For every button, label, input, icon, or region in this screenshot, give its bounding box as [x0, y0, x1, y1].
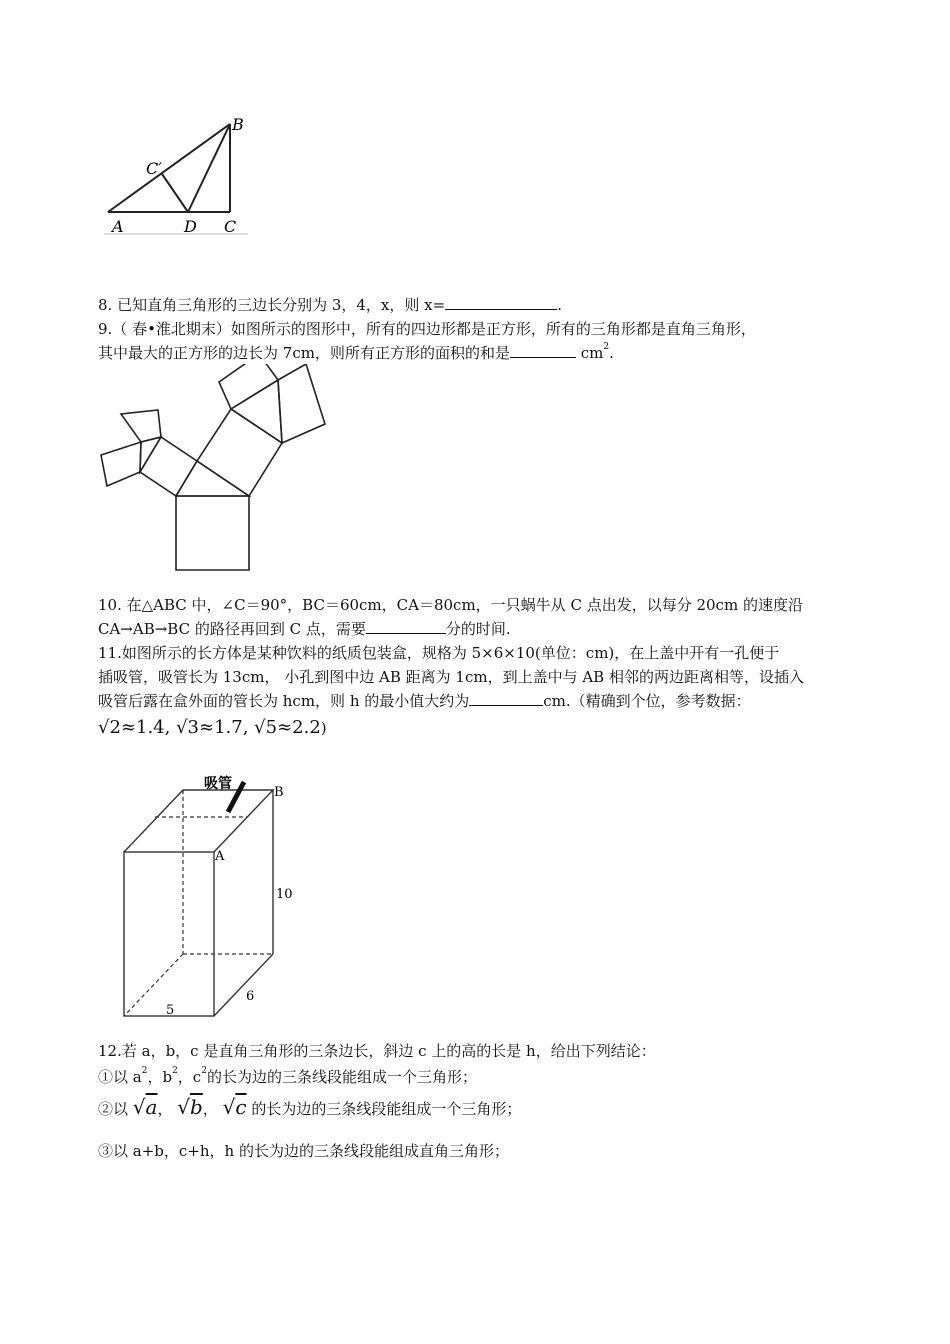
q8-text: 8. 已知直角三角形的三边长分别为 3，4，x，则 x=: [98, 296, 446, 314]
question-12-item3: ③以 a+b，c+h，h 的长为边的三条线段能组成直角三角形；: [98, 1142, 509, 1160]
reference-values: √2≈1.4, √3≈1.7, √5≈2.2: [98, 717, 321, 738]
label-D: D: [184, 217, 197, 236]
sqrt-c: √c: [222, 1095, 247, 1119]
q8-answer-blank[interactable]: [445, 294, 557, 310]
question-12-item1: ①以 $a^2$，$b^2$，$c^2$的长为边的三条线段能组成一个三角形；: [98, 1066, 477, 1086]
question-10-line1: 10. 在△ABC 中，∠C＝90°，BC＝60cm，CA＝80cm，一只蜗牛从 C 点出发，以每分 20cm 的速度沿: [98, 596, 803, 614]
dimension-depth: 6: [246, 989, 255, 1004]
triangle-fold-figure: [100, 110, 260, 240]
straw-label: 吸管: [204, 776, 232, 792]
sqrt-b: √b: [177, 1095, 203, 1119]
label-C: C: [224, 217, 237, 236]
question-9-line2: 其中最大的正方形的边长为 7cm，则所有正方形的面积的和是 $cm^2$.: [98, 342, 614, 362]
juice-box-figure: [110, 768, 310, 1028]
label-B-box: B: [274, 785, 284, 800]
question-11-line3: 吸管后露在盒外面的管长为 hcm，则 h 的最小值大约为 cm.（精确到个位，参考数据：: [98, 692, 751, 710]
question-11-reference: √2≈1.4, √3≈1.7, √5≈2.2): [98, 717, 327, 738]
question-11-line1: 11.如图所示的长方体是某种饮料的纸质包装盒，规格为 5×6×10(单位：cm)，在上盖中开有一孔便于: [98, 644, 780, 662]
dimension-width: 5: [166, 1003, 175, 1018]
dimension-height: 10: [276, 887, 293, 902]
question-12-line1: 12.若 a，b，c 是直角三角形的三条边长，斜边 c 上的高的长是 h，给出下列结论：: [98, 1042, 656, 1060]
label-A: A: [112, 217, 124, 236]
question-9-line1: 9.（ 春•淮北期末）如图所示的图形中，所有的四边形都是正方形，所有的三角形都是直角三角形，: [98, 320, 756, 338]
label-C-prime: C′: [146, 159, 162, 178]
sqrt-a: √a: [132, 1095, 158, 1119]
label-B: B: [232, 115, 244, 134]
question-10-line2: CA→AB→BC 的路径再回到 C 点，需要 分的时间.: [98, 620, 511, 638]
question-12-item2: ②以 √a， √b， √c 的长为边的三条线段能组成一个三角形；: [98, 1095, 522, 1119]
question-11-line2: 插吸管，吸管长为 13cm， 小孔到图中边 AB 距离为 1cm，到上盖中与 AB 相邻的两边距离相等，设插入: [98, 668, 804, 686]
q9-answer-blank[interactable]: [510, 342, 576, 358]
question-8: 8. 已知直角三角形的三边长分别为 3，4，x，则 x= .: [98, 296, 562, 314]
q10-answer-blank[interactable]: [366, 618, 446, 634]
q11-answer-blank[interactable]: [469, 690, 543, 706]
pythagoras-tree-figure: [96, 364, 336, 574]
label-A-box: A: [215, 849, 225, 864]
